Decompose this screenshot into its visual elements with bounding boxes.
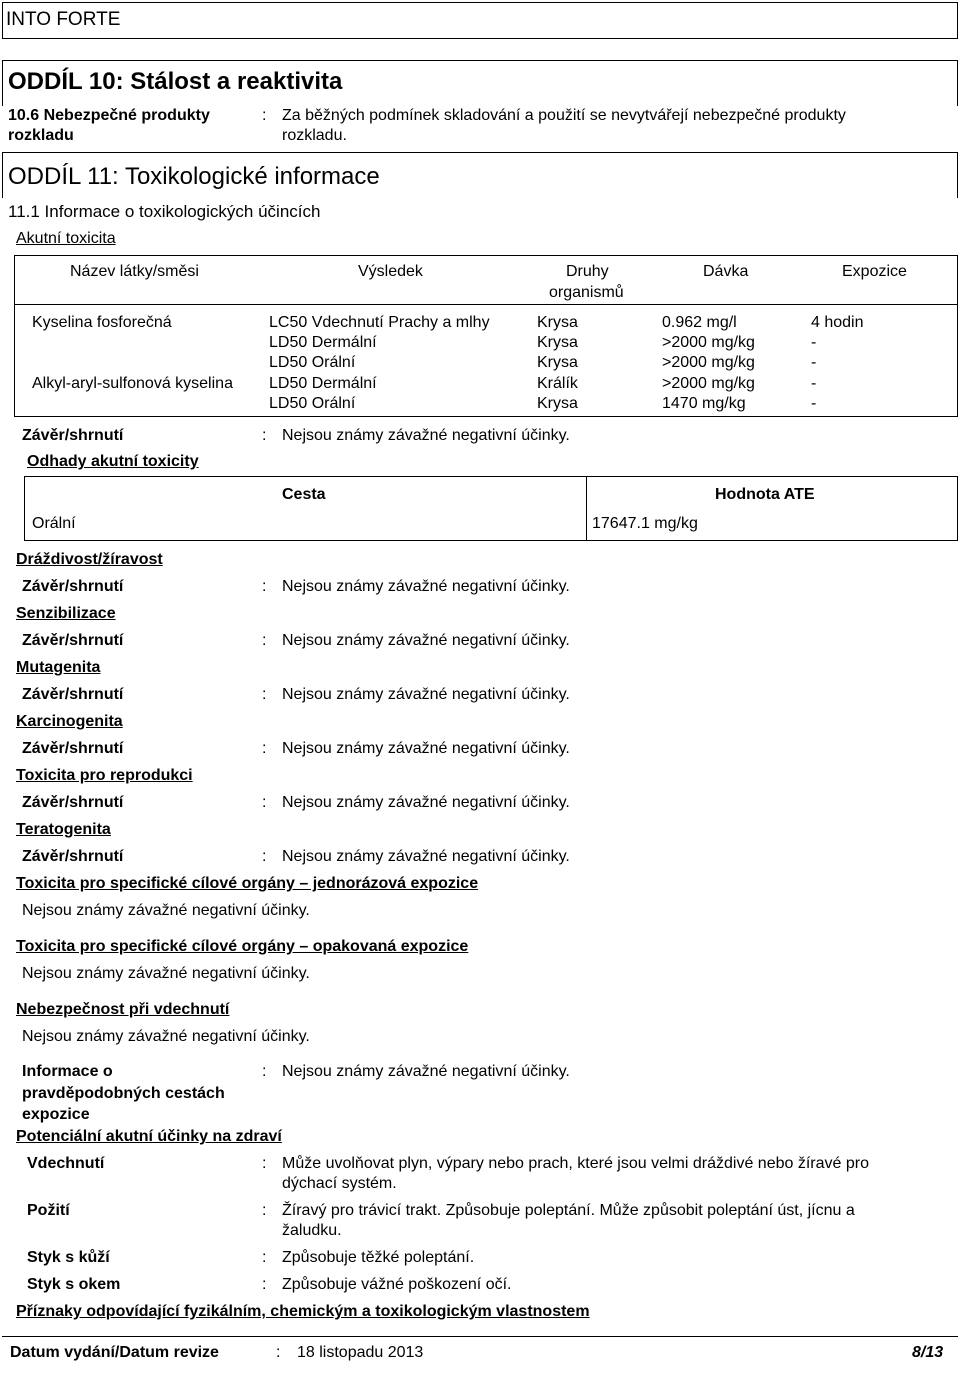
- conclusion-label: Závěr/shrnutí: [22, 740, 124, 757]
- ate-heading: Odhady akutní toxicity: [27, 453, 199, 470]
- conclusion-label: Závěr/shrnutí: [22, 427, 124, 444]
- stot-single-value: Nejsou známy závažné negativní účinky.: [22, 902, 310, 919]
- table-row-dose: >2000 mg/kg: [662, 354, 755, 371]
- ate-value: 17647.1 mg/kg: [592, 515, 698, 532]
- routes-value: Nejsou známy závažné negativní účinky.: [282, 1063, 570, 1080]
- table-row-dose: 0.962 mg/l: [662, 314, 737, 331]
- aspiration-heading: Nebezpečnost při vdechnutí: [16, 1001, 230, 1018]
- ingestion-colon: :: [262, 1202, 267, 1219]
- routes-colon: :: [262, 1063, 267, 1080]
- substance-2: Alkyl-aryl-sulfonová kyselina: [32, 375, 233, 392]
- section10-colon: :: [262, 107, 267, 124]
- section10-item-label-2: rozkladu: [8, 127, 74, 144]
- conclusion-value: Nejsou známy závažné negativní účinky.: [282, 740, 570, 757]
- table-row-result: LD50 Dermální: [269, 375, 377, 392]
- routes-label-3: expozice: [22, 1106, 90, 1123]
- symptoms-heading: Příznaky odpovídající fyzikálním, chemickým a toxikologickým vlastnostem: [16, 1303, 590, 1320]
- ate-table-divider: [586, 476, 587, 541]
- aspiration-value: Nejsou známy závažné negativní účinky.: [22, 1028, 310, 1045]
- product-name: INTO FORTE: [6, 9, 121, 30]
- inhalation-value-2: dýchací systém.: [282, 1175, 397, 1192]
- conclusion-colon: :: [262, 578, 267, 595]
- table-row-dose: 1470 mg/kg: [662, 395, 746, 412]
- ingestion-value-2: žaludku.: [282, 1222, 342, 1239]
- table-row-exposure: -: [811, 375, 817, 392]
- section11-title: ODDÍL 11: Toxikologické informace: [8, 163, 380, 190]
- col-substance: Název látky/směsi: [70, 263, 199, 280]
- acute-toxicity-heading: Akutní toxicita: [16, 230, 116, 247]
- footer-date-value: 18 listopadu 2013: [297, 1344, 424, 1361]
- conclusion-colon: :: [262, 632, 267, 649]
- conclusion-label: Závěr/shrnutí: [22, 686, 124, 703]
- eye-colon: :: [262, 1276, 267, 1293]
- conclusion-colon: :: [262, 740, 267, 757]
- table-row-result: LD50 Dermální: [269, 334, 377, 351]
- col-species-1: Druhy: [566, 263, 609, 280]
- substance-1: Kyselina fosforečná: [32, 314, 172, 331]
- stot-repeated-heading: Toxicita pro specifické cílové orgány – opakovaná expozice: [16, 938, 469, 955]
- table-row-result: LD50 Orální: [269, 395, 356, 412]
- conclusion-colon: :: [262, 686, 267, 703]
- conclusion-value: Nejsou známy závažné negativní účinky.: [282, 632, 570, 649]
- eye-value: Způsobuje vážné poškození očí.: [282, 1276, 512, 1293]
- ate-col-value: Hodnota ATE: [715, 486, 815, 503]
- col-dose: Dávka: [703, 263, 749, 280]
- carcinogenicity-heading: Karcinogenita: [16, 713, 123, 730]
- table-row-exposure: -: [811, 334, 817, 351]
- inhalation-colon: :: [262, 1155, 267, 1172]
- skin-label: Styk s kůží: [27, 1249, 110, 1266]
- ate-col-route: Cesta: [282, 486, 326, 503]
- conclusion-colon: :: [262, 794, 267, 811]
- col-exposure: Expozice: [842, 263, 907, 280]
- mutagenicity-heading: Mutagenita: [16, 659, 101, 676]
- table-row-species: Krysa: [537, 314, 578, 331]
- col-species-2: organismů: [549, 284, 624, 301]
- page-number: 8/13: [912, 1344, 944, 1361]
- conclusion-colon: :: [262, 848, 267, 865]
- table-row-result: LC50 Vdechnutí Prachy a mlhy: [269, 314, 490, 331]
- conclusion-value: Nejsou známy závažné negativní účinky.: [282, 578, 570, 595]
- footer-colon: :: [276, 1344, 281, 1361]
- skin-value: Způsobuje těžké poleptání.: [282, 1249, 475, 1266]
- section10-item-label-1: 10.6 Nebezpečné produkty: [8, 107, 210, 124]
- section10-title: ODDÍL 10: Stálost a reaktivita: [8, 68, 343, 95]
- footer-divider: [2, 1336, 958, 1337]
- conclusion-label: Závěr/shrnutí: [22, 848, 124, 865]
- skin-colon: :: [262, 1249, 267, 1266]
- section11-subtitle: 11.1 Informace o toxikologických účincích: [8, 202, 321, 221]
- table-header-separator: [14, 304, 958, 305]
- irritation-heading: Dráždivost/žíravost: [16, 551, 163, 568]
- sensitization-heading: Senzibilizace: [16, 605, 116, 622]
- table-row-exposure: -: [811, 354, 817, 371]
- routes-label-1: Informace o: [22, 1063, 113, 1080]
- ate-table: [24, 476, 958, 541]
- table-row-dose: >2000 mg/kg: [662, 375, 755, 392]
- inhalation-label: Vdechnutí: [27, 1155, 105, 1172]
- table-row-exposure: -: [811, 395, 817, 412]
- conclusion-label: Závěr/shrnutí: [22, 578, 124, 595]
- stot-repeated-value: Nejsou známy závažné negativní účinky.: [22, 965, 310, 982]
- table-row-exposure: 4 hodin: [811, 314, 864, 331]
- ate-route: Orální: [32, 515, 76, 532]
- potential-effects-heading: Potenciální akutní účinky na zdraví: [16, 1128, 282, 1145]
- conclusion-label: Závěr/shrnutí: [22, 794, 124, 811]
- routes-label-2: pravděpodobných cestách: [22, 1085, 225, 1102]
- section10-item-value-1: Za běžných podmínek skladování a použití se nevytvářejí nebezpečné produkty: [282, 107, 846, 124]
- table-row-dose: >2000 mg/kg: [662, 334, 755, 351]
- ingestion-value-1: Žíravý pro trávicí trakt. Způsobuje poleptání. Může způsobit poleptání úst, jícnu a: [282, 1202, 855, 1219]
- conclusion-value: Nejsou známy závažné negativní účinky.: [282, 794, 570, 811]
- conclusion-value: Nejsou známy závažné negativní účinky.: [282, 848, 570, 865]
- eye-label: Styk s okem: [27, 1276, 121, 1293]
- conclusion-value: Nejsou známy závažné negativní účinky.: [282, 427, 570, 444]
- table-row-species: Králík: [537, 375, 578, 392]
- table-row-result: LD50 Orální: [269, 354, 356, 371]
- col-result: Výsledek: [358, 263, 423, 280]
- table-row-species: Krysa: [537, 395, 578, 412]
- table-row-species: Krysa: [537, 334, 578, 351]
- conclusion-label: Závěr/shrnutí: [22, 632, 124, 649]
- footer-date-label: Datum vydání/Datum revize: [10, 1344, 219, 1361]
- header-box: [2, 2, 958, 39]
- teratogenicity-heading: Teratogenita: [16, 821, 111, 838]
- reproductive-heading: Toxicita pro reprodukci: [16, 767, 193, 784]
- inhalation-value-1: Může uvolňovat plyn, výpary nebo prach, které jsou velmi dráždivé nebo žíravé pro: [282, 1155, 869, 1172]
- conclusion-colon: :: [262, 427, 267, 444]
- table-row-species: Krysa: [537, 354, 578, 371]
- stot-single-heading: Toxicita pro specifické cílové orgány – jednorázová expozice: [16, 875, 479, 892]
- conclusion-value: Nejsou známy závažné negativní účinky.: [282, 686, 570, 703]
- ingestion-label: Požití: [27, 1202, 70, 1219]
- section10-item-value-2: rozkladu.: [282, 127, 347, 144]
